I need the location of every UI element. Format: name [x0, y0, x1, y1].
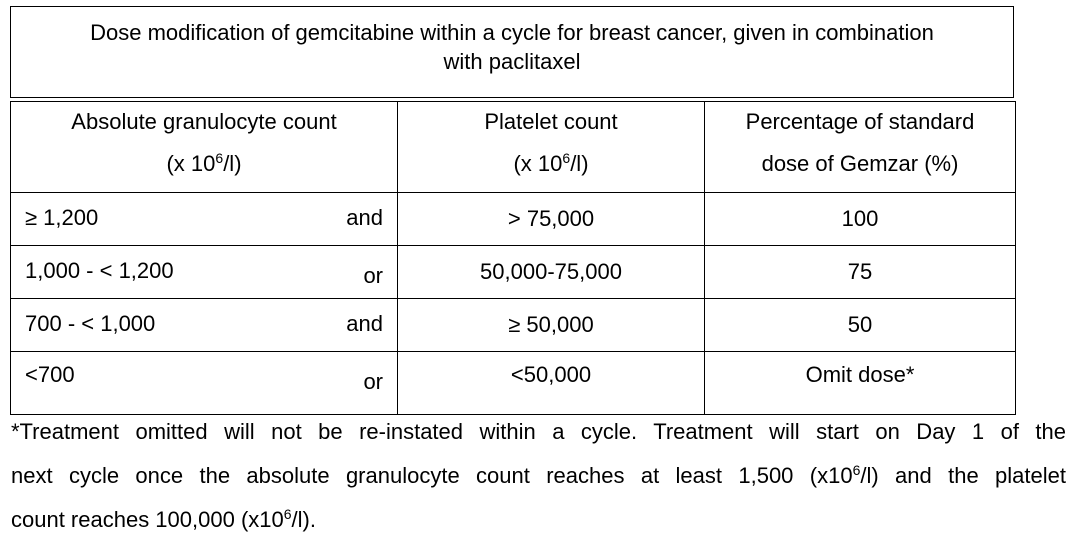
table-title-line1: Dose modification of gemcitabine within a cycle for breast cancer, given in combination [90, 20, 934, 45]
table-row [11, 299, 1016, 352]
table-header-row [11, 102, 1016, 193]
granulocyte-cell [11, 193, 398, 246]
platelet-value: <50,000 [398, 352, 705, 415]
header-granulocyte-unit: (x $10^6/l$) [166, 150, 242, 176]
connector-word: and [346, 311, 383, 336]
percentage-value: 100 [705, 193, 1016, 246]
header-granulocyte [11, 102, 398, 193]
header-platelet [398, 102, 705, 193]
table-row [11, 193, 1016, 246]
percentage-value: Omit dose* [705, 352, 1016, 415]
table-title-line2: with paclitaxel [443, 49, 581, 74]
table-row [11, 352, 1016, 415]
table-row [11, 246, 1016, 299]
granulocyte-cell [11, 299, 398, 352]
footnote-line3: count reaches 100,000 $(x10^6/l)$. [11, 506, 316, 532]
header-percentage-label-2: dose of Gemzar (%) [761, 151, 959, 176]
percentage-value: 50 [705, 299, 1016, 352]
footnote-line2: next cycle once the absolute granulocyte count reaches at least 1,500 $(x10^6/l)$ and the platelet [11, 462, 1066, 488]
granulocyte-cell [11, 246, 398, 299]
header-granulocyte-label: Absolute granulocyte count [71, 109, 337, 134]
footnote-line1: *Treatment omitted will not be re-instated within a cycle. Treatment will start on Day 1 of the [11, 419, 1066, 444]
table-title-box [10, 6, 1014, 98]
platelet-value: 50,000-75,000 [398, 246, 705, 299]
platelet-value: > 75,000 [398, 193, 705, 246]
granulocyte-value: ≥ 1,200 [25, 205, 99, 230]
granulocyte-value: 700 - < 1,000 [25, 311, 156, 336]
dose-modification-table [10, 101, 1016, 415]
header-platelet-unit: (x $10^6/l$) [513, 150, 589, 176]
footnote [11, 410, 1066, 542]
granulocyte-cell [11, 352, 398, 415]
percentage-value: 75 [705, 246, 1016, 299]
connector-word: and [346, 205, 383, 230]
connector-word: or [363, 369, 383, 394]
connector-word: or [363, 263, 383, 288]
header-platelet-label: Platelet count [484, 109, 618, 134]
header-percentage-label: Percentage of standard [745, 109, 975, 134]
platelet-value: ≥ 50,000 [398, 299, 705, 352]
granulocyte-value: 1,000 - < 1,200 [25, 258, 174, 283]
table-title [11, 7, 1013, 76]
granulocyte-value: <700 [25, 362, 75, 387]
header-percentage [705, 102, 1016, 193]
